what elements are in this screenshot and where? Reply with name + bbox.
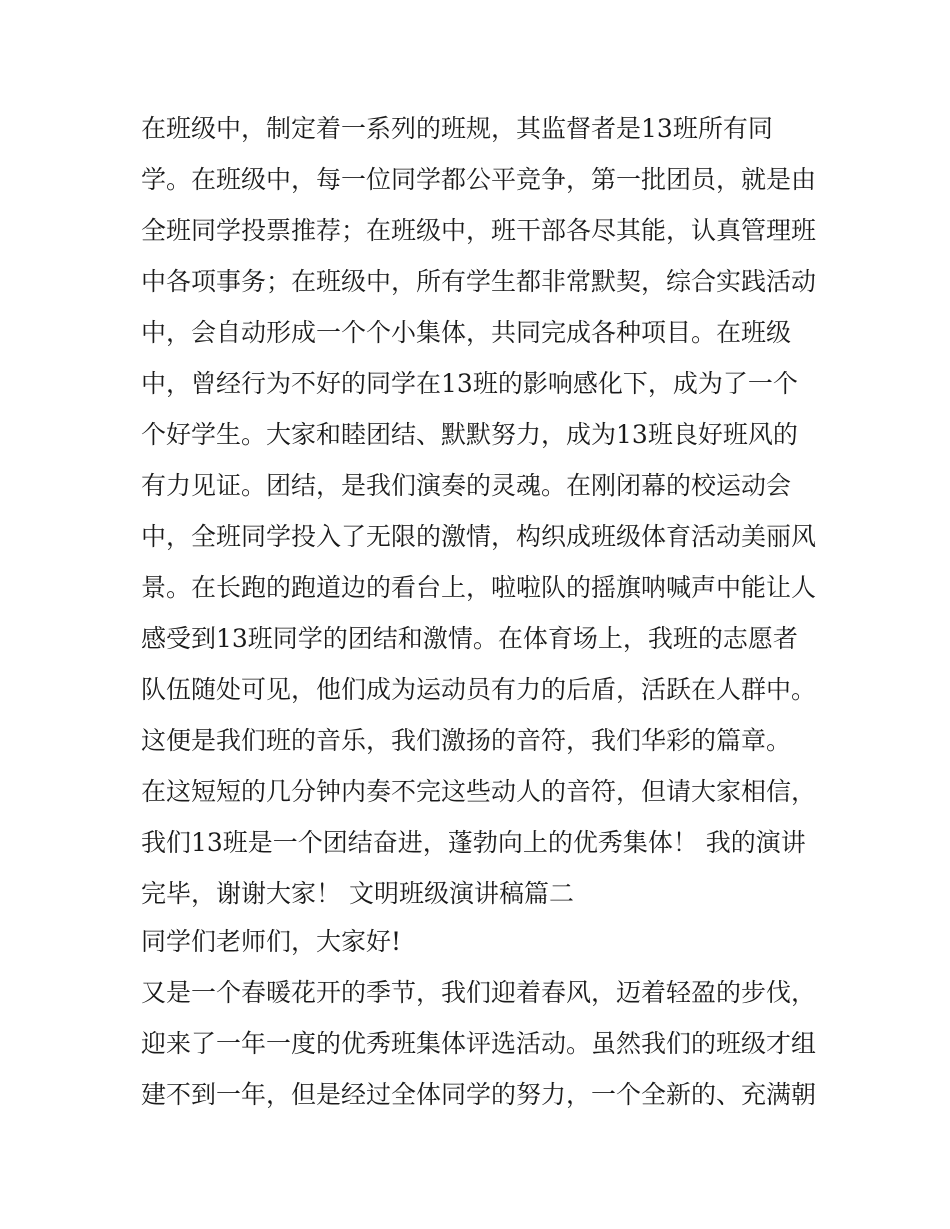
text-line: 中各项事务；在班级中，所有学生都非常默契，综合实践活动 — [141, 267, 817, 296]
text-line: 这便是我们班的音乐，我们激扬的音符，我们华彩的篇章。 — [141, 726, 792, 755]
text-line: 完毕，谢谢大家！ 文明班级演讲稿篇二 — [141, 879, 574, 908]
text-line: 个好学生。大家和睦团结、默默努力，成为13班良好班风的 — [141, 420, 798, 449]
text-line: 学。在班级中，每一位同学都公平竞争，第一批团员，就是由 — [141, 165, 817, 194]
text-line: 同学们老师们，大家好! — [141, 927, 402, 956]
text-line: 有力见证。团结，是我们演奏的灵魂。在刚闭幕的校运动会 — [141, 471, 792, 500]
text-line: 在这短短的几分钟内奏不完这些动人的音符，但请大家相信， — [141, 777, 817, 806]
text-line: 感受到13班同学的团结和激情。在体育场上，我班的志愿者 — [141, 624, 798, 653]
text-line: 全班同学投票推荐；在班级中，班干部各尽其能，认真管理班 — [141, 216, 817, 245]
text-line: 迎来了一年一度的优秀班集体评选活动。虽然我们的班级才组 — [141, 1029, 817, 1058]
text-line: 队伍随处可见，他们成为运动员有力的后盾，活跃在人群中。 — [141, 675, 817, 704]
text-line: 中，会自动形成一个个小集体，共同完成各种项目。在班级 — [141, 318, 792, 347]
text-line: 我们13班是一个团结奋进，蓬勃向上的优秀集体！ 我的演讲 — [141, 828, 806, 857]
text-line: 又是一个春暖花开的季节，我们迎着春风，迈着轻盈的步伐， — [141, 978, 817, 1007]
text-line: 建不到一年，但是经过全体同学的努力，一个全新的、充满朝 — [141, 1080, 817, 1109]
text-line: 中，曾经行为不好的同学在13班的影响感化下，成为了一个 — [141, 369, 798, 398]
text-line: 中，全班同学投入了无限的激情，构织成班级体育活动美丽风 — [141, 522, 817, 551]
text-line: 景。在长跑的跑道边的看台上，啦啦队的摇旗呐喊声中能让人 — [141, 573, 817, 602]
text-line: 在班级中，制定着一系列的班规，其监督者是13班所有同 — [141, 114, 773, 143]
